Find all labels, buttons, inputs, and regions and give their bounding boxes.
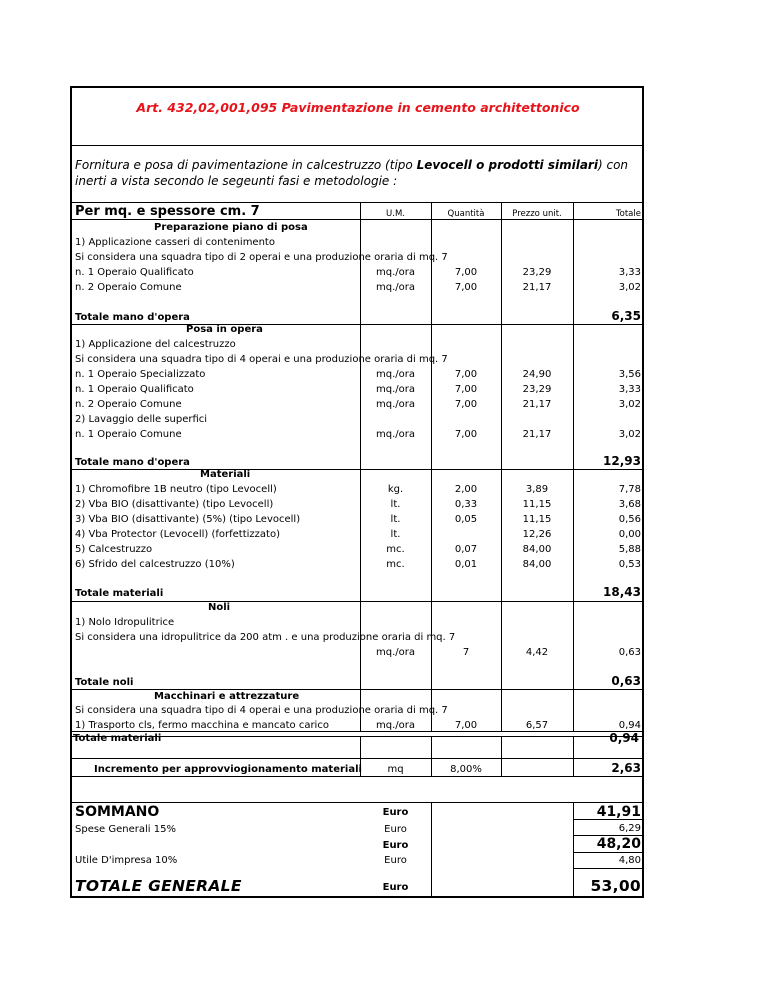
rule (573, 852, 644, 853)
row-qty: 7,00 (454, 429, 478, 440)
section-total-label: Totale mano d'opera (75, 312, 190, 323)
row-desc: n. 1 Operaio Qualificato (75, 384, 194, 395)
row-desc: n. 1 Operaio Qualificato (75, 267, 194, 278)
row-qty: 0,33 (454, 499, 478, 510)
totale-generale-total: 53,00 (590, 877, 641, 895)
row-um: mq./ora (376, 429, 415, 440)
row-total: 3,02 (618, 429, 641, 440)
section-heading: Posa in opera (186, 324, 263, 335)
section-heading: Noli (208, 602, 231, 613)
section-total: 0,94 (609, 731, 639, 745)
row-desc: 1) Trasporto cls, fermo macchina e mancato carico (75, 720, 329, 731)
row-total: 3,33 (618, 384, 641, 395)
incremento-um: mq (387, 764, 404, 775)
row-qty: 7,00 (454, 369, 478, 380)
col-rule (501, 736, 502, 776)
section-total: 12,93 (603, 454, 641, 468)
row-um: mq./ora (376, 647, 415, 658)
section-total-label: Totale materiali (75, 588, 164, 599)
description-product: Levocell o prodotti similari (416, 158, 598, 172)
rule (72, 145, 644, 146)
row-price: 23,29 (522, 267, 552, 278)
row-um: mq./ora (376, 384, 415, 395)
section-total: 18,43 (603, 585, 641, 599)
row-um: mq./ora (376, 267, 415, 278)
row-desc: n. 1 Operaio Specializzato (75, 369, 206, 380)
row-qty: 0,01 (454, 559, 478, 570)
row-qty: 7,00 (454, 399, 478, 410)
row-total: 0,00 (618, 529, 641, 540)
row-total: 3,33 (618, 267, 641, 278)
section-total: 6,35 (611, 309, 641, 323)
row-total: 5,88 (618, 544, 641, 555)
sommano-total: 41,91 (596, 804, 641, 820)
section-heading: Preparazione piano di posa (154, 222, 308, 233)
row-total: 3,68 (618, 499, 641, 510)
row-total: 3,02 (618, 399, 641, 410)
row-price: 84,00 (522, 544, 552, 555)
subtotal-um: Euro (382, 840, 409, 851)
row-price: 84,00 (522, 559, 552, 570)
header-quantita: Quantità (447, 209, 485, 219)
row-total: 0,56 (618, 514, 641, 525)
section-total: 0,63 (611, 674, 641, 688)
row-qty: 7,00 (454, 282, 478, 293)
row-price: 4,42 (525, 647, 549, 658)
line-item: Si considera una squadra tipo di 4 operai e una produzione oraria di mq. 7 (75, 354, 448, 365)
rule (72, 202, 644, 203)
totale-generale-um: Euro (382, 882, 409, 893)
line-item: 1) Applicazione casseri di contenimento (75, 237, 275, 248)
row-price: 6,57 (525, 720, 549, 731)
row-desc: 4) Vba Protector (Levocell) (forfettizzato) (75, 529, 280, 540)
line-item: Si considera una idropulitrice da 200 atm . e una produzione oraria di mq. 7 (75, 632, 456, 643)
totale-generale-label: TOTALE GENERALE (75, 877, 242, 895)
row-qty: 7,00 (454, 720, 478, 731)
utile-total: 4,80 (618, 855, 641, 866)
row-um: kg. (387, 484, 404, 495)
row-price: 11,15 (522, 499, 552, 510)
line-item: 1) Nolo Idropulitrice (75, 617, 175, 628)
row-desc: 2) Vba BIO (disattivante) (tipo Levocell) (75, 499, 274, 510)
spese-label: Spese Generali 15% (75, 824, 176, 835)
incremento-pct: 8,00% (450, 764, 482, 775)
rule (72, 469, 644, 470)
rule (72, 689, 644, 690)
description-text: ) con inerti a vista secondo le segeunti fasi e metodologie : (75, 158, 629, 188)
rule (72, 219, 644, 220)
row-desc: 5) Calcestruzzo (75, 544, 153, 555)
row-qty: 2,00 (454, 484, 478, 495)
section-total-label: Totale materiali (73, 733, 162, 744)
line-item: Si considera una squadra tipo di 2 operai e una produzione oraria di mq. 7 (75, 252, 448, 263)
row-qty: 7 (462, 647, 470, 658)
row-price: 23,29 (522, 384, 552, 395)
cost-analysis-sheet (70, 86, 644, 898)
incremento-total: 2,63 (611, 761, 641, 775)
unit-label: Per mq. e spessore cm. 7 (75, 204, 260, 219)
line-item: 2) Lavaggio delle superfici (75, 414, 208, 425)
section-heading: Macchinari e attrezzature (154, 691, 300, 702)
row-um: mq./ora (376, 399, 415, 410)
row-qty: 7,00 (454, 267, 478, 278)
rule (72, 776, 644, 777)
row-desc: 6) Sfrido del calcestruzzo (10%) (75, 559, 235, 570)
section-total-label: Totale mano d'opera (75, 457, 190, 468)
rule (72, 324, 644, 325)
row-price: 3,89 (525, 484, 549, 495)
subtotal-total: 48,20 (596, 836, 641, 852)
line-item: Si considera una squadra tipo di 4 operai e una produzione oraria di mq. 7 (75, 705, 448, 716)
rule (573, 868, 644, 869)
row-um: mq./ora (376, 369, 415, 380)
header-prezzo: Prezzo unit. (512, 209, 562, 219)
row-total: 0,53 (618, 559, 641, 570)
article-description (75, 157, 635, 189)
row-price: 21,17 (522, 429, 552, 440)
row-price: 12,26 (522, 529, 552, 540)
row-total: 0,63 (618, 647, 641, 658)
row-total: 0,94 (618, 720, 641, 731)
row-total: 3,56 (618, 369, 641, 380)
row-desc: 3) Vba BIO (disattivante) (5%) (tipo Levocell) (75, 514, 301, 525)
spese-um: Euro (384, 824, 407, 835)
section-heading: Materiali (200, 469, 251, 480)
row-um: mc. (386, 544, 405, 555)
rule (72, 758, 644, 759)
header-um: U.M. (386, 209, 405, 219)
row-um: lt. (390, 529, 401, 540)
incremento-label: Incremento per approvviogionamento materiali (94, 764, 362, 775)
line-item: 1) Applicazione del calcestruzzo (75, 339, 236, 350)
rule (72, 601, 644, 602)
header-totale: Totale (615, 209, 641, 219)
article-title: Art. 432,02,001,095 Pavimentazione in cemento architettonico (136, 100, 580, 115)
row-qty: 7,00 (454, 384, 478, 395)
row-um: lt. (390, 514, 401, 525)
row-total: 7,78 (618, 484, 641, 495)
section-total-label: Totale noli (75, 677, 134, 688)
row-price: 24,90 (522, 369, 552, 380)
rule (72, 802, 644, 803)
row-price: 11,15 (522, 514, 552, 525)
row-um: lt. (390, 499, 401, 510)
row-qty: 0,07 (454, 544, 478, 555)
sommano-um: Euro (382, 807, 409, 818)
row-desc: 1) Chromofibre 1B neutro (tipo Levocell) (75, 484, 277, 495)
sommano-label: SOMMANO (75, 804, 160, 820)
row-um: mq./ora (376, 282, 415, 293)
row-desc: n. 1 Operaio Comune (75, 429, 182, 440)
row-um: mc. (386, 559, 405, 570)
utile-label: Utile D'impresa 10% (75, 855, 178, 866)
row-qty: 0,05 (454, 514, 478, 525)
row-desc: n. 2 Operaio Comune (75, 399, 182, 410)
row-price: 21,17 (522, 282, 552, 293)
row-um: mq./ora (376, 720, 415, 731)
utile-um: Euro (384, 855, 407, 866)
spese-total: 6,29 (618, 823, 641, 834)
row-price: 21,17 (522, 399, 552, 410)
row-desc: n. 2 Operaio Comune (75, 282, 182, 293)
col-rule (431, 802, 432, 898)
row-total: 3,02 (618, 282, 641, 293)
description-text: Fornitura e posa di pavimentazione in calcestruzzo (tipo (75, 158, 417, 172)
